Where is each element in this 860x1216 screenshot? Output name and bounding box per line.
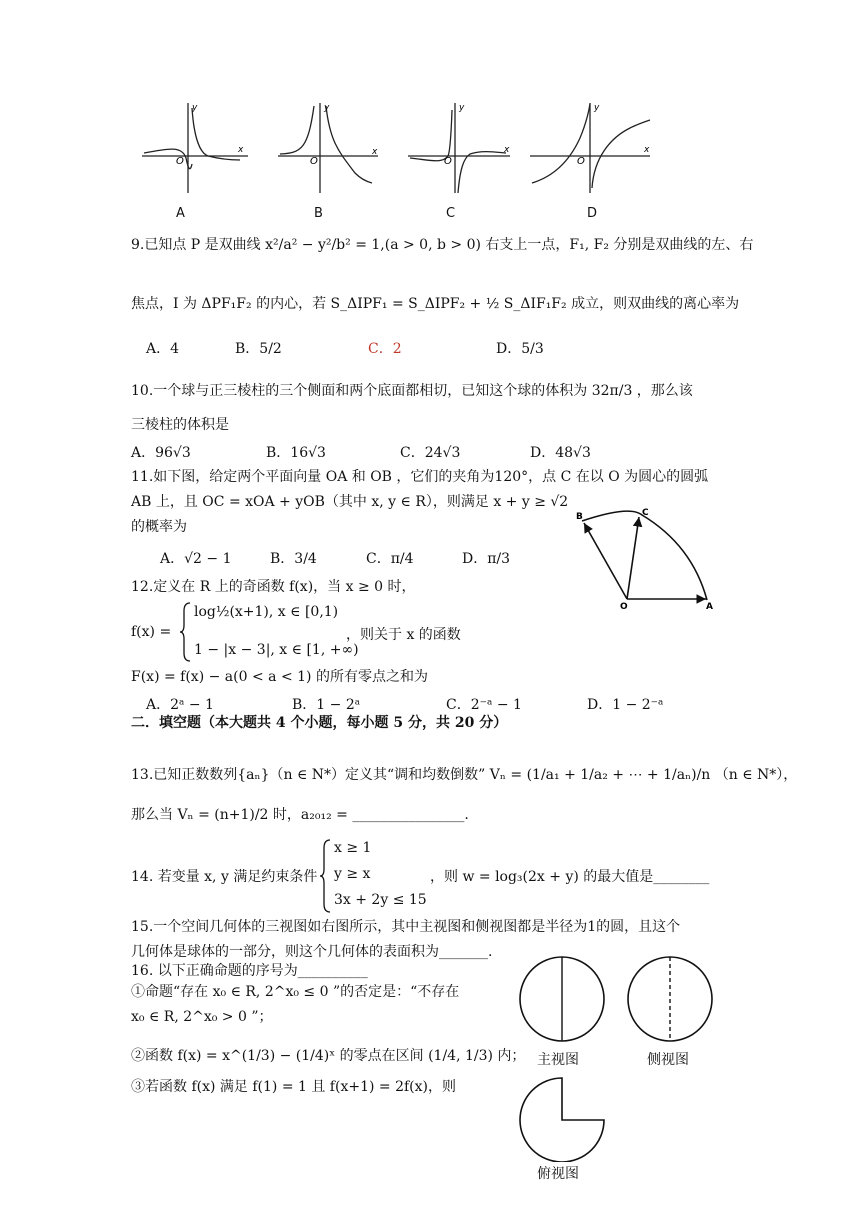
vector-ob bbox=[584, 523, 627, 599]
graph-d bbox=[530, 103, 650, 193]
label-a: A bbox=[706, 602, 713, 612]
q9-option-b: B．5/2 bbox=[235, 341, 282, 357]
q12-line1: 12.定义在 R 上的奇函数 f(x)，当 x ≥ 0 时， bbox=[131, 579, 416, 595]
graph-a bbox=[142, 103, 248, 193]
q11-option-b: B．3/4 bbox=[270, 551, 317, 567]
q12-fx: f(x) = bbox=[131, 624, 172, 640]
q16-item1b: x₀ ∈ R, 2^x₀ > 0 ”； bbox=[131, 1009, 273, 1025]
svg-text:y: y bbox=[594, 103, 600, 113]
q12-case1: log½(x+1), x ∈ [0,1) bbox=[194, 604, 339, 620]
q12-option-c: C．2⁻ᵃ − 1 bbox=[446, 697, 522, 713]
front-view-label: 主视图 bbox=[537, 1052, 579, 1068]
side-view bbox=[628, 957, 712, 1041]
svg-text:O: O bbox=[310, 156, 318, 167]
q11-line3: 的概率为 bbox=[131, 519, 187, 535]
q15-line1: 15.一个空间几何体的三视图如右图所示，其中主视图和侧视图都是半径为1的圆，且这个 bbox=[131, 919, 681, 935]
q12-option-d: D．1 − 2⁻ᵃ bbox=[587, 697, 664, 713]
graph-c bbox=[408, 103, 510, 193]
side-view-label: 侧视图 bbox=[647, 1052, 689, 1068]
graph-b bbox=[278, 103, 378, 193]
svg-text:y: y bbox=[192, 103, 198, 113]
q11-option-d: D．π/3 bbox=[462, 551, 511, 567]
q9-line2: 焦点，I 为 ΔPF₁F₂ 的内心，若 S_ΔIPF₁ = S_ΔIPF₂ + ½ S_ΔIF₁F₂ 成立，则双曲线的离心率为 bbox=[131, 296, 740, 312]
q10-option-c: C．24√3 bbox=[400, 445, 461, 461]
q16-line1: 16. 以下正确命题的序号为__________ bbox=[131, 963, 368, 979]
q12-option-a: A．2ᵃ − 1 bbox=[146, 697, 214, 713]
q13-line2: 那么当 Vₙ = (n+1)/2 时，a₂₀₁₂ = ________________. bbox=[131, 807, 469, 823]
svg-text:x: x bbox=[372, 147, 378, 157]
q16-item1a: ①命题“存在 x₀ ∈ R, 2^x₀ ≤ 0 ”的否定是：“不存在 bbox=[131, 984, 460, 1000]
q12-brace bbox=[180, 601, 192, 663]
q11-option-a: A．√2 − 1 bbox=[160, 551, 232, 567]
q9-option-d: D．5/3 bbox=[496, 341, 544, 357]
top-view-label: 俯视图 bbox=[537, 1166, 579, 1182]
vector-oc bbox=[627, 517, 639, 599]
q13-line1: 13.已知正数数列{aₙ}（n ∈ N*）定义其“调和均数倒数” Vₙ = (1/a₁ + 1/a₂ + ⋯ + 1/aₙ)/n （n ∈ N*）， bbox=[131, 767, 798, 783]
q10-line2: 三棱柱的体积是 bbox=[131, 417, 229, 433]
q16-item2: ②函数 f(x) = x^(1/3) − (1/4)ˣ 的零点在区间 (1/4, 1/3) 内； bbox=[131, 1048, 526, 1064]
q10-option-d: D．48√3 bbox=[530, 445, 591, 461]
svg-text:y: y bbox=[324, 103, 330, 113]
q11-line2: AB 上，且 OC = xOA + yOB（其中 x, y ∈ R），则满足 x + y ≥ √2 bbox=[131, 494, 569, 510]
arc-ab bbox=[582, 511, 707, 600]
q9-option-c: C．2 bbox=[368, 341, 402, 357]
q11-arc-figure bbox=[572, 505, 722, 617]
q16-item3: ③若函数 f(x) 满足 f(1) = 1 且 f(x+1) = 2f(x)，则 bbox=[131, 1079, 456, 1095]
svg-text:O: O bbox=[577, 156, 585, 167]
q14-brace bbox=[320, 838, 332, 914]
q12-tail: ，则关于 x 的函数 bbox=[346, 627, 461, 643]
q14-pre: 14. 若变量 x, y 满足约束条件 bbox=[131, 869, 318, 885]
q14-constraint-3: 3x + 2y ≤ 15 bbox=[334, 892, 427, 908]
label-o: O bbox=[620, 602, 628, 612]
q10-option-a: A．96√3 bbox=[131, 445, 191, 461]
q9-line1: 9.已知点 P 是双曲线 x²/a² − y²/b² = 1,(a > 0, b > 0) 右支上一点，F₁, F₂ 分别是双曲线的左、右 bbox=[131, 237, 754, 253]
label-c: C bbox=[642, 508, 649, 518]
q15-line2: 几何体是球体的一部分，则这个几何体的表面积为_______. bbox=[131, 944, 493, 960]
graph-label-d: D bbox=[587, 206, 598, 221]
q11-option-c: C．π/4 bbox=[366, 551, 414, 567]
svg-text:y: y bbox=[459, 103, 465, 113]
graph-label-b: B bbox=[314, 206, 323, 221]
q10-option-b: B．16√3 bbox=[266, 445, 326, 461]
svg-text:O: O bbox=[176, 156, 184, 167]
front-view bbox=[520, 957, 604, 1041]
q14-constraint-2: y ≥ x bbox=[334, 866, 371, 882]
top-view bbox=[520, 1078, 604, 1162]
section-2-heading: 二．填空题（本大题共 4 个小题，每小题 5 分，共 20 分） bbox=[131, 715, 508, 731]
q9-option-a: A．4 bbox=[146, 341, 180, 357]
q14-post: ，则 w = log₃(2x + y) 的最大值是________ bbox=[430, 869, 710, 885]
svg-text:x: x bbox=[238, 145, 244, 155]
label-b: B bbox=[576, 512, 583, 522]
svg-text:O: O bbox=[444, 156, 452, 167]
svg-text:x: x bbox=[644, 145, 650, 155]
svg-text:x: x bbox=[504, 145, 510, 155]
q14-constraint-1: x ≥ 1 bbox=[334, 840, 372, 856]
graph-label-c: C bbox=[446, 206, 456, 221]
q12-line3: F(x) = f(x) − a(0 < a < 1) 的所有零点之和为 bbox=[131, 669, 428, 685]
q10-line1: 10.一个球与正三棱柱的三个侧面和两个底面都相切，已知这个球的体积为 32π/3 ，那么该 bbox=[131, 383, 693, 399]
q11-line1: 11.如下图，给定两个平面向量 OA 和 OB ，它们的夹角为120°，点 C 在以 O 为圆心的圆弧 bbox=[131, 469, 709, 485]
graph-label-a: A bbox=[176, 206, 185, 221]
q12-case2: 1 − |x − 3|, x ∈ [1, +∞) bbox=[194, 642, 359, 658]
q12-option-b: B．1 − 2ᵃ bbox=[292, 697, 361, 713]
